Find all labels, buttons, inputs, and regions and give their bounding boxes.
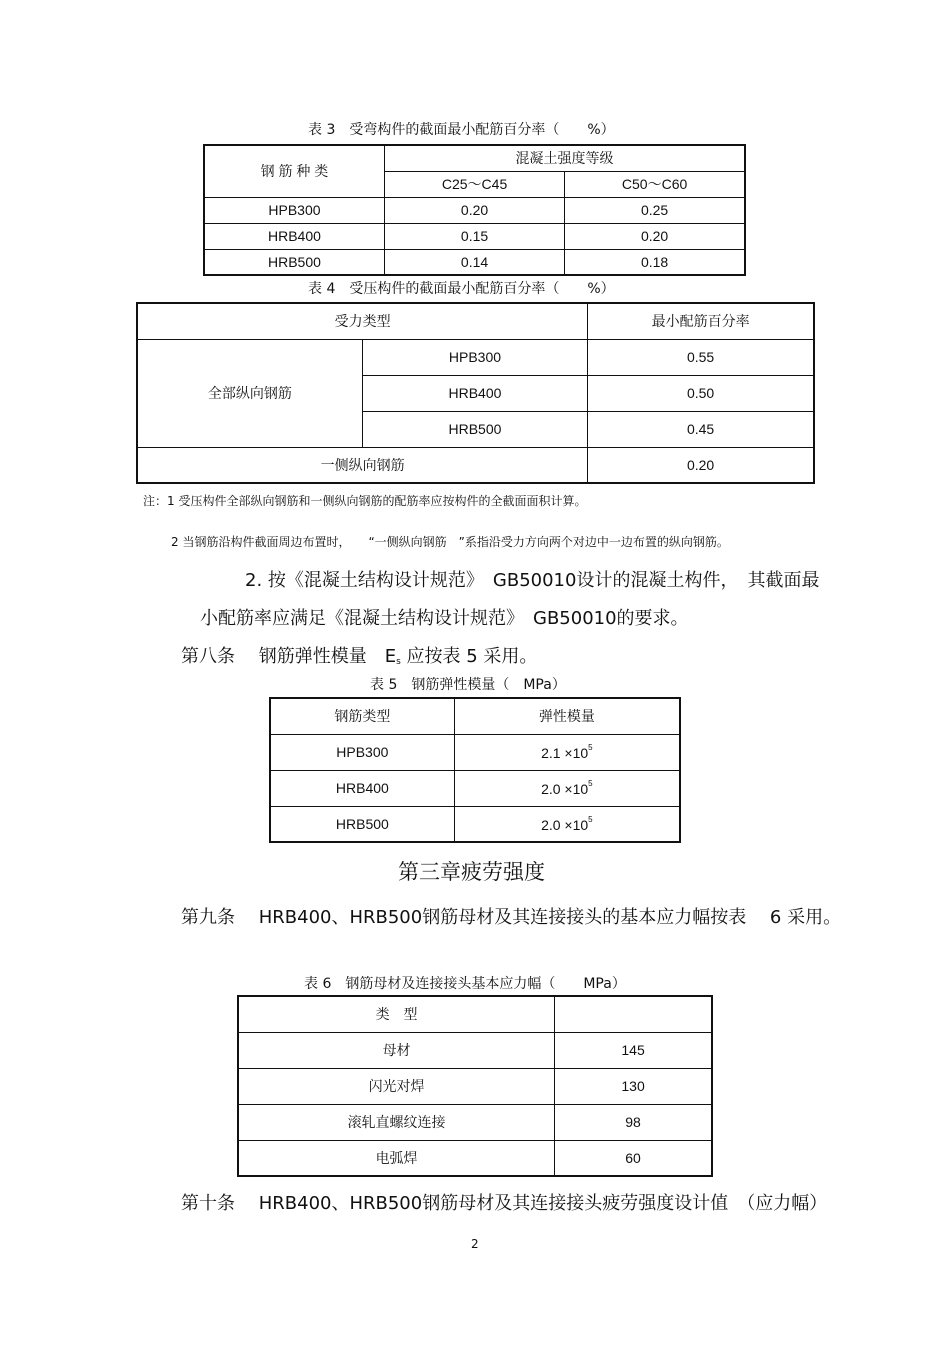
table4-last-value: 0.20: [588, 447, 814, 483]
table5-cell: [454, 770, 680, 806]
modulus-exponent: 5: [588, 779, 593, 788]
table3-header-group: 混凝土强度等级: [384, 145, 745, 171]
table-row: [204, 197, 745, 223]
table5-cell: [454, 806, 680, 842]
table3-caption: 表 3 受弯构件的截面最小配筋百分率（ %）: [308, 122, 615, 138]
modulus-value: 2.0 ×10: [541, 816, 589, 833]
table-row: [137, 447, 814, 483]
table-row: [270, 770, 680, 806]
article-8-suffix: 应按表 5 采用。: [400, 646, 538, 667]
table6-cell: 母材: [238, 1032, 555, 1068]
article-8-prefix: 第八条 钢筋弹性模量 E: [181, 646, 397, 667]
article-10: 第十条 HRB400、HRB500钢筋母材及其连接接头疲劳强度设计值 （应力幅）: [181, 1193, 828, 1214]
table6-cell: 滚轧直螺纹连接: [238, 1104, 555, 1140]
table4-cell: HRB400: [362, 375, 587, 411]
table3-cell: 0.14: [384, 249, 564, 275]
table3-cell: 0.15: [384, 223, 564, 249]
table3-cell: 0.20: [565, 223, 745, 249]
table3-col2: C50～C60: [565, 171, 745, 197]
table6-cell: 60: [555, 1140, 712, 1176]
table5-cell: [454, 734, 680, 770]
table3-cell: 0.20: [384, 197, 564, 223]
modulus-value: 2.0 ×10: [541, 781, 589, 797]
table3-cell: HRB500: [204, 249, 384, 275]
paragraph-line-1: 2. 按《混凝土结构设计规范》 GB50010设计的混凝土构件， 其截面最: [245, 570, 820, 591]
table5: [269, 697, 681, 843]
table-row: [238, 1068, 712, 1104]
table4-cell: 0.50: [588, 375, 814, 411]
table4-header-type: 受力类型: [137, 303, 588, 339]
table6: [237, 995, 713, 1177]
table4: [136, 302, 815, 484]
table-row: [238, 1104, 712, 1140]
table5-header-type: 钢筋类型: [270, 698, 454, 734]
table6-header-type: 类 型: [238, 996, 555, 1032]
article-8: [181, 642, 537, 668]
table3-col1: C25～C45: [384, 171, 564, 197]
modulus-exponent: 5: [588, 743, 593, 752]
table4-caption: 表 4 受压构件的截面最小配筋百分率（ %）: [308, 281, 615, 297]
table3-cell: 0.25: [565, 197, 745, 223]
table5-caption: 表 5 钢筋弹性模量（ MPa）: [370, 677, 566, 693]
page-number: 2: [471, 1237, 479, 1251]
table3-cell: HPB300: [204, 197, 384, 223]
article-9: 第九条 HRB400、HRB500钢筋母材及其连接接头的基本应力幅按表 6 采用。: [181, 907, 842, 928]
table-row: [270, 734, 680, 770]
table6-header-value: [555, 996, 712, 1032]
table4-cell: HRB500: [362, 411, 587, 447]
table3-cell: 0.18: [565, 249, 745, 275]
table-row: [137, 339, 814, 375]
table-row: [238, 1140, 712, 1176]
table4-cell: HPB300: [362, 339, 587, 375]
article-8-subscript: s: [396, 657, 401, 667]
note-2: 2 当钢筋沿构件截面周边布置时， “一侧纵向钢筋 ”系指沿受力方向两个对边中一边布置的纵向钢筋。: [171, 535, 729, 549]
note-1: 注：1 受压构件全部纵向钢筋和一侧纵向钢筋的配筋率应按构件的全截面面积计算。: [143, 494, 587, 508]
table4-group-label: 全部纵向钢筋: [137, 339, 362, 447]
table6-cell: 闪光对焊: [238, 1068, 555, 1104]
paragraph-line-2: 小配筋率应满足《混凝土结构设计规范》 GB50010的要求。: [200, 608, 689, 629]
table4-header-value: 最小配筋百分率: [588, 303, 814, 339]
table-row: [204, 223, 745, 249]
table6-caption: 表 6 钢筋母材及连接接头基本应力幅（ MPa）: [304, 976, 626, 992]
table4-last-label: 一侧纵向钢筋: [137, 447, 588, 483]
table3: [203, 144, 746, 276]
table4-cell: 0.45: [588, 411, 814, 447]
table6-cell: 145: [555, 1032, 712, 1068]
table6-cell: 98: [555, 1104, 712, 1140]
table5-cell: HRB400: [270, 770, 454, 806]
chapter-title: 第三章疲劳强度: [398, 860, 545, 884]
table5-header-value: 弹性模量: [454, 698, 680, 734]
modulus-value: 2.1 ×10: [541, 745, 589, 761]
table3-header-type: 钢 筋 种 类: [204, 145, 384, 197]
table5-cell: HRB500: [270, 806, 454, 842]
table6-cell: 电弧焊: [238, 1140, 555, 1176]
table4-cell: 0.55: [588, 339, 814, 375]
table5-cell: HPB300: [270, 734, 454, 770]
table6-cell: 130: [555, 1068, 712, 1104]
table-row: [270, 806, 680, 842]
table-row: [204, 249, 745, 275]
table-row: [238, 1032, 712, 1068]
modulus-exponent: 5: [588, 814, 593, 824]
table3-cell: HRB400: [204, 223, 384, 249]
